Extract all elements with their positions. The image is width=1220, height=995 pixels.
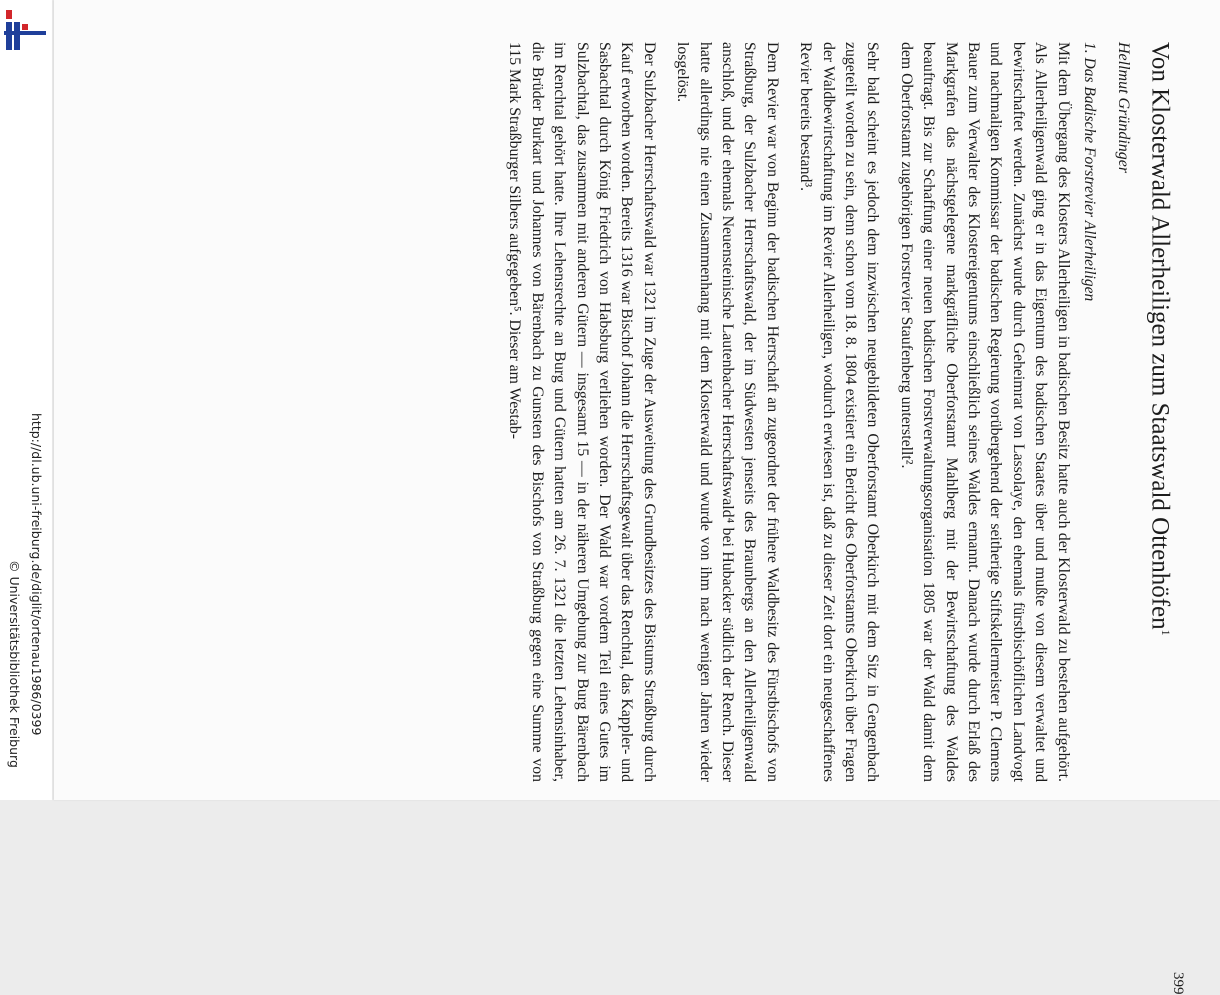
copyright-notice: © Universitätsbibliothek Freiburg — [7, 560, 22, 768]
university-logo-icon[interactable] — [4, 10, 46, 52]
source-url[interactable]: http://dl.ub.uni-freiburg.de/diglit/ortenau1986/0399 — [29, 413, 44, 736]
article-title — [1146, 42, 1180, 682]
title-footnote: 1 — [1159, 629, 1173, 636]
author-name: Hellmut Gründinger — [1114, 42, 1132, 174]
paragraph: Sehr bald scheint es jedoch dem inzwischen neugebildeten Oberforstamt Oberkirch mit dem Sitz in Gengenbach zugeteilt worden zu sein, denn schon vom 18. 8. 1804 existiert ein Bericht des Oberforstamts Oberkirch über Fragen der Waldbewirtschaftung im Revier Allerheiligen, wodurch erwiesen ist, daß zu dieser Zeit dort ein neugeschaffenes Revier bereits bestand³. — [797, 42, 882, 782]
paragraph: Dem Revier war von Beginn der badischen Herrschaft an zugeordnet der frühere Waldbesitz des Fürstbischofs von Straßburg, der Sulzbacher Herrschaftswald, der im Südwesten jenseits des Braunbergs an den Allerheiligenwald anschloß, und der ehemals Neuensteinische Lautenbacher Herrschaftswald⁴ bei Hubacker südlich der Rench. Dieser hatte allerdings nie einen Zusammenhang mit dem Klosterwald und wurde von ihm nach wenigen Jahren wieder losgelöst. — [674, 42, 781, 782]
title-text: Von Klosterwald Allerheiligen zum Staatswald Ottenhöfen — [1146, 42, 1174, 630]
paragraph: Der Sulzbacher Herrschaftswald war 1321 im Zuge der Ausweitung des Grundbesitzes des Bistums Straßburg durch Kauf erworben worden. Bereits 1316 war Bischof Johann die Herrschaftsgewalt über das Renchtal, das Kappler- und Sasbachtal durch König Friedrich von Habsburg verliehen worden. Der Wald war vordem Teil eines Gutes im Sulzbachtal, das zusammen mit anderen Gütern — insgesamt 15 — in der näheren Umgebung zur Burg Bärenbach im Renchtal gehört hatte. Ihre Lehensrechte an Burg und Gütern hatten am 26. 7. 1321 die letzten Lehensinhaber, die Brüder Burkart und Johannes von Bärenbach zu Gunsten des Bischofs von Straßburg gegen eine Summe von 115 Mark Straßburger Silbers aufgegeben⁵. Dieser am Westab- — [506, 42, 658, 782]
section-heading: 1. Das Badische Forstrevier Allerheiligen — [1080, 42, 1098, 302]
page-number: 399 — [1170, 972, 1186, 995]
page-content — [120, 42, 1186, 995]
scanned-page — [54, 0, 1220, 995]
viewer-sidebar — [0, 0, 52, 800]
paragraph: Mit dem Übergang des Klosters Allerheiligen in badischen Besitz hatte auch der Klosterwald zu bestehen aufgehört. Als Allerheiligenwald ging er in das Eigentum des badischen Staates über und mußte von diesem verwaltet und bewirtschaftet werden. Zunächst wurde durch Geheimrat von Lassolaye, den ehemals fürstbischöflichen Landvogt und nachmaligen Kommissar der badischen Regierung vorübergehend der seitherige Stiftskellermeister P. Clemens Bauer zum Verwalter des Klostereigentums einschließlich seines Waldes ernannt. Danach wurde durch Erlaß des Markgrafen das nächstgelegene markgräfliche Oberforstamt Mahlberg mit der Bewirtschaftung des Waldes beauftragt. Bis zur Schaffung einer neuen badischen Forstverwaltungsorganisation 1805 war der Wald damit dem dem Oberforstamt zugehörigen Forstrevier Staufenberg unterstellt². — [897, 42, 1072, 782]
